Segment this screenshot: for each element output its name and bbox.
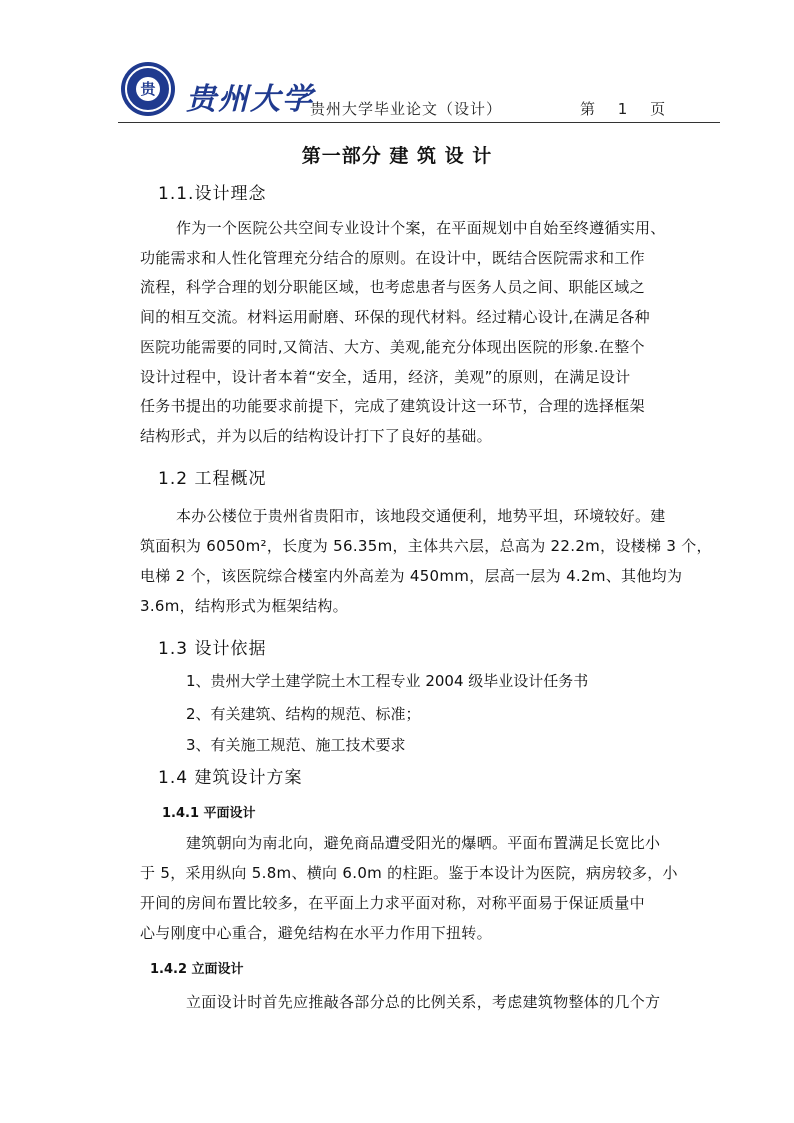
list-item: 1、贵州大学土建学院土木工程专业 2004 级毕业设计任务书 — [186, 672, 589, 690]
paragraph-line: 筑面积为 6050m²，长度为 56.35m，主体共六层，总高为 22.2m，设楼梯 3 个， — [140, 537, 712, 555]
paragraph-line: 于 5，采用纵向 5.8m、横向 6.0m 的柱距。鉴于本设计为医院，病房较多，小 — [140, 864, 678, 882]
paragraph-line: 3.6m，结构形式为框架结构。 — [140, 597, 348, 615]
paragraph-line: 流程，科学合理的划分职能区域，也考虑患者与医务人员之间、职能区域之 — [140, 278, 645, 297]
section-heading-1-2: 1.2 工程概况 — [158, 469, 267, 489]
paragraph-line: 作为一个医院公共空间专业设计个案，在平面规划中自始至终遵循实用、 — [176, 219, 666, 237]
paragraph-plan-design — [140, 828, 700, 948]
section-heading-1-4: 1.4 建筑设计方案 — [158, 768, 303, 788]
section-heading-1-3: 1.3 设计依据 — [158, 639, 267, 659]
paragraph-line: 功能需求和人性化管理充分结合的原则。在设计中，既结合医院需求和工作 — [140, 248, 645, 267]
university-seal-icon: 贵 — [121, 62, 175, 116]
paragraph-line: 设计过程中，设计者本着“安全，适用，经济，美观”的原则，在满足设计 — [140, 367, 631, 386]
subsection-heading-1-4-2: 1.4.2 立面设计 — [150, 962, 244, 977]
section-heading-1-1: 1.1.设计理念 — [158, 184, 267, 204]
paragraph-project-overview — [140, 501, 712, 621]
page-number: 1 — [617, 100, 628, 118]
paragraph-line: 立面设计时首先应推敲各部分总的比例关系，考虑建筑物整体的几个方 — [186, 993, 661, 1011]
paragraph-design-concept — [140, 214, 700, 452]
list-item: 2、有关建筑、结构的规范、标准； — [186, 705, 421, 723]
header-rule — [118, 122, 720, 123]
list-item: 3、有关施工规范、施工技术要求 — [186, 736, 406, 754]
page-indicator: 第 1 页 — [580, 100, 666, 118]
paragraph-line: 医院功能需要的同时,又简洁、大方、美观,能充分体现出医院的形象.在整个 — [140, 337, 645, 356]
paragraph-line: 心与刚度中心重合，避免结构在水平力作用下扭转。 — [140, 924, 492, 942]
paragraph-line: 结构形式，并为以后的结构设计打下了良好的基础。 — [140, 426, 492, 445]
paragraph-elevation-design — [140, 987, 700, 1017]
subsection-heading-1-4-1: 1.4.1 平面设计 — [162, 806, 256, 821]
thesis-header-title: 贵州大学毕业论文（设计） — [310, 100, 503, 118]
paragraph-line: 建筑朝向为南北向，避免商品遭受阳光的爆晒。平面布置满足长宽比小 — [186, 834, 661, 852]
paragraph-line: 电梯 2 个，该医院综合楼室内外高差为 450mm，层高一层为 4.2m、其他均为 — [140, 567, 683, 585]
paragraph-line: 任务书提出的功能要求前提下，完成了建筑设计这一环节，合理的选择框架 — [140, 397, 645, 416]
university-logo-text: 贵州大学 — [186, 82, 314, 117]
paragraph-line: 开间的房间布置比较多，在平面上力求平面对称，对称平面易于保证质量中 — [140, 894, 645, 912]
part-title: 第一部分 建 筑 设 计 — [301, 145, 493, 167]
paragraph-line: 间的相互交流。材料运用耐磨、环保的现代材料。经过精心设计,在满足各种 — [140, 308, 650, 327]
paragraph-line: 本办公楼位于贵州省贵阳市，该地段交通便利，地势平坦，环境较好。建 — [176, 507, 666, 525]
